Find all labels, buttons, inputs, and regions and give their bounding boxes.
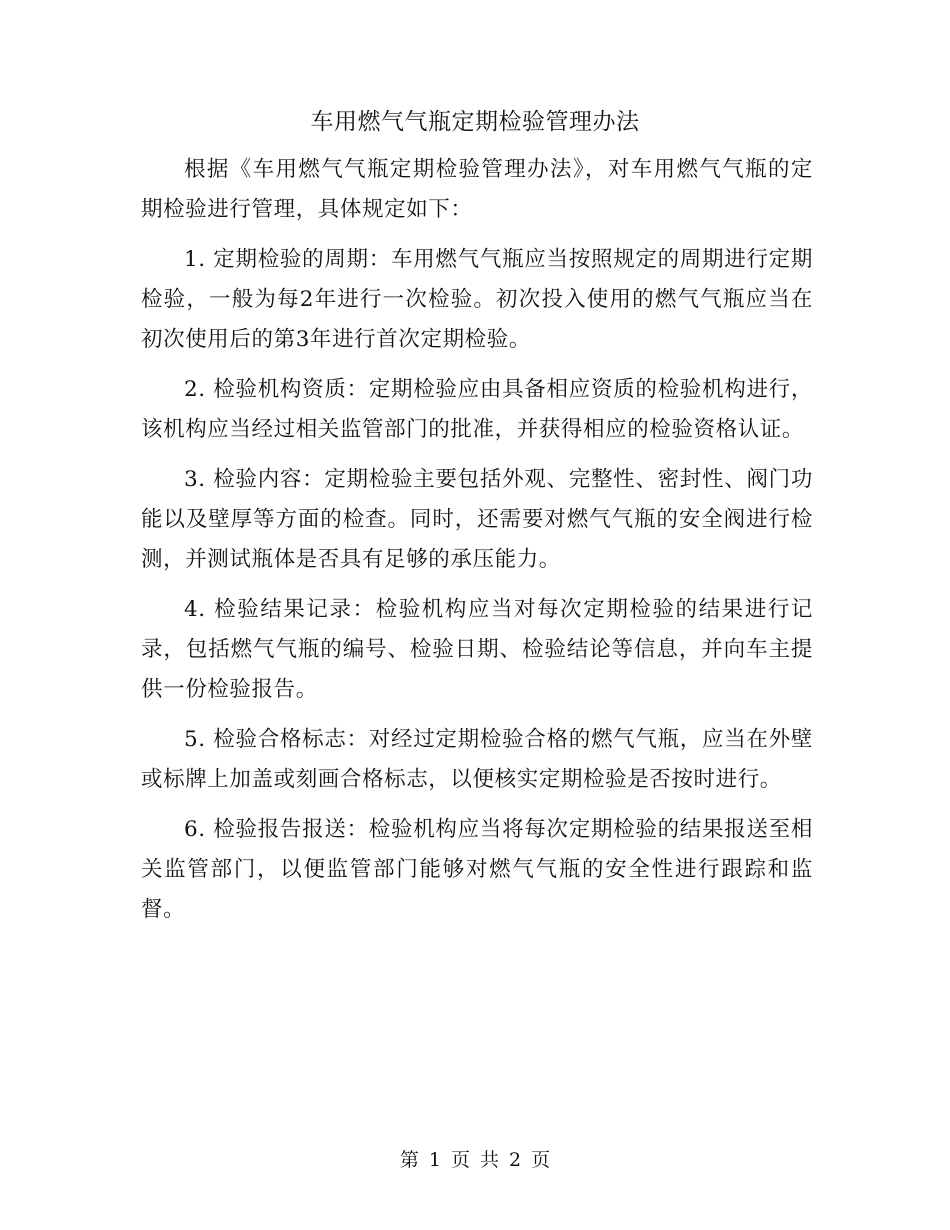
clause-3-paragraph: 3. 检验内容：定期检验主要包括外观、完整性、密封性、阀门功能以及壁厚等方面的检查。同时，还需要对燃气气瓶的安全阀进行检测，并测试瓶体是否具有足够的承压能力。 <box>141 467 813 572</box>
intro-paragraph: 根据《车用燃气气瓶定期检验管理办法》，对车用燃气气瓶的定期检验进行管理，具体规定如下： <box>141 157 813 222</box>
clause-2-paragraph: 2. 检验机构资质：定期检验应由具备相应资质的检验机构进行，该机构应当经过相关监管部门的批准，并获得相应的检验资格认证。 <box>141 377 813 442</box>
clause-4-paragraph: 4. 检验结果记录：检验机构应当对每次定期检验的结果进行记录，包括燃气气瓶的编号、检验日期、检验结论等信息，并向车主提供一份检验报告。 <box>141 597 813 702</box>
document-title: 车用燃气气瓶定期检验管理办法 <box>310 109 640 135</box>
document-body <box>141 150 813 940</box>
clause-5-paragraph: 5. 检验合格标志：对经过定期检验合格的燃气气瓶，应当在外壁或标牌上加盖或刻画合格标志，以便核实定期检验是否按时进行。 <box>141 727 813 792</box>
page-number-footer: 第 1 页 共 2 页 <box>399 1149 551 1171</box>
clause-6-paragraph: 6. 检验报告报送：检验机构应当将每次定期检验的结果报送至相关监管部门，以便监管部门能够对燃气气瓶的安全性进行跟踪和监督。 <box>141 817 813 922</box>
clause-1-paragraph: 1. 定期检验的周期：车用燃气气瓶应当按照规定的周期进行定期检验，一般为每2年进行一次检验。初次投入使用的燃气气瓶应当在初次使用后的第3年进行首次定期检验。 <box>141 247 813 352</box>
